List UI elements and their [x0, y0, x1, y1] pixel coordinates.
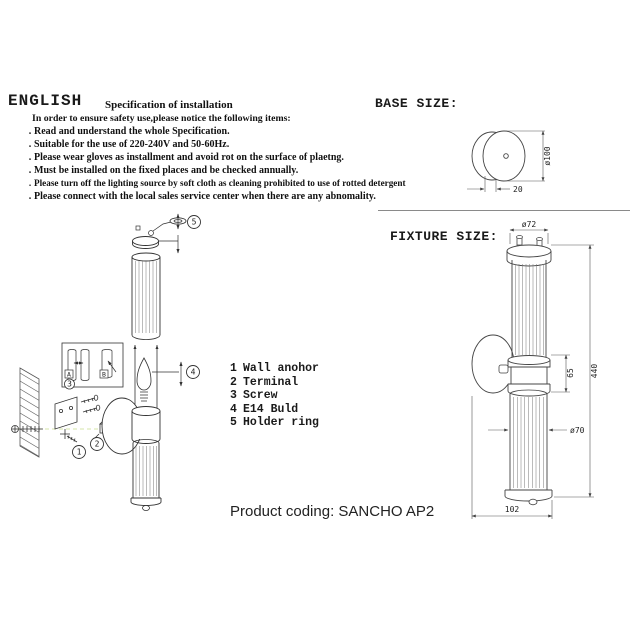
fixture-base-width-label: 102 — [504, 505, 520, 514]
part-number: 1 — [230, 362, 237, 375]
lamp-lower-tube — [131, 440, 161, 511]
part-item — [230, 362, 319, 376]
section-divider — [378, 210, 630, 211]
bracket-screws — [81, 395, 100, 413]
callout-2 — [91, 438, 104, 451]
part-item — [230, 403, 319, 417]
bullet-dot: . — [28, 152, 32, 163]
exploded-glass-tube — [132, 253, 160, 340]
top-cap-disc — [133, 237, 159, 249]
bullet-dot: . — [28, 126, 32, 137]
part-number: 4 — [230, 402, 237, 416]
fixture-tube-diameter-label: ø70 — [570, 426, 585, 435]
lamp-finial — [143, 506, 150, 511]
bullet-dot: . — [28, 191, 32, 202]
part-number: 5 — [230, 416, 237, 429]
part-name: Wall anohor — [243, 362, 319, 375]
safety-item-text: Must be installed on the fixed places and be checked annually. — [34, 165, 299, 176]
wall-hatching — [15, 368, 45, 468]
part-name: Holder ring — [243, 416, 319, 429]
safety-item — [26, 177, 406, 190]
fixture-band-height-label: 65 — [566, 368, 575, 378]
bullet-dot: . — [28, 178, 32, 188]
part-item — [230, 389, 319, 403]
svg-text:5: 5 — [191, 217, 197, 227]
language-heading: ENGLISH — [8, 92, 83, 110]
part-number: 2 — [230, 375, 237, 389]
product-coding: Product coding: SANCHO AP2 — [230, 503, 435, 520]
svg-text:3: 3 — [67, 379, 72, 389]
safety-item-text: Please turn off the lighting source by soft cloth as cleaning prohibited to use of rotted detergent — [34, 178, 406, 188]
svg-text:2: 2 — [94, 439, 100, 449]
safety-item-text: Suitable for the use of 220-240V and 50-60Hz. — [34, 139, 230, 150]
safety-item — [26, 138, 406, 151]
detail-label-b: B — [102, 370, 106, 379]
safety-item — [26, 190, 406, 203]
base-drawing — [435, 112, 615, 207]
base-size-heading: BASE SIZE: — [375, 96, 459, 111]
bullet-dot: . — [28, 139, 32, 150]
detail-label-a: A — [67, 370, 71, 379]
part-name: E14 Buld — [243, 402, 299, 416]
part-name: Terminal — [243, 375, 299, 389]
callout-4 — [187, 366, 200, 379]
base-depth-label: 20 — [513, 185, 523, 194]
svg-text:1: 1 — [76, 447, 82, 457]
callout-3 — [65, 379, 75, 389]
svg-text:4: 4 — [190, 367, 196, 377]
base-diameter-label: ø100 — [543, 146, 552, 166]
fixture-top-diameter-label: ø72 — [521, 220, 537, 229]
fixture-drawing — [430, 220, 630, 532]
part-item — [230, 376, 319, 390]
fixture-finial — [529, 499, 537, 505]
fixture-upper-tube — [512, 260, 546, 361]
detail-inset-box — [62, 343, 123, 389]
fixture-switch-knob — [499, 365, 508, 373]
fixture-bottom-cap — [505, 490, 552, 505]
mounting-bracket — [55, 395, 100, 429]
spec-title: Specification of installation — [105, 99, 233, 111]
safety-item — [26, 164, 406, 177]
safety-item-text: Please connect with the local sales service center when there are any abnomality. — [34, 191, 376, 202]
holder-ring-icon — [136, 214, 186, 236]
safety-item-text: Please wear gloves as installment and avoid rot on the surface of plaetng. — [34, 152, 344, 163]
part-name: Screw — [243, 389, 278, 402]
callout-1 — [73, 446, 86, 459]
lamp-center-band — [132, 407, 160, 444]
part-item — [230, 416, 319, 430]
parts-list — [230, 362, 319, 430]
safety-intro: In order to ensure safety use,please notice the following items: — [32, 113, 291, 124]
safety-item — [26, 125, 406, 138]
fixture-size-heading: FIXTURE SIZE: — [390, 229, 498, 244]
install-diagram — [5, 212, 225, 516]
callout-5 — [188, 216, 201, 229]
fixture-lower-tube — [510, 390, 547, 490]
safety-list — [26, 125, 406, 203]
fixture-top-cap — [507, 245, 551, 266]
e14-bulb-icon — [137, 358, 151, 401]
screw-icon — [60, 429, 77, 442]
safety-item-text: Read and understand the whole Specification. — [34, 126, 230, 137]
safety-item — [26, 151, 406, 164]
fixture-height-label: 440 — [590, 363, 599, 379]
bullet-dot: . — [28, 165, 32, 176]
part-number: 3 — [230, 389, 237, 402]
